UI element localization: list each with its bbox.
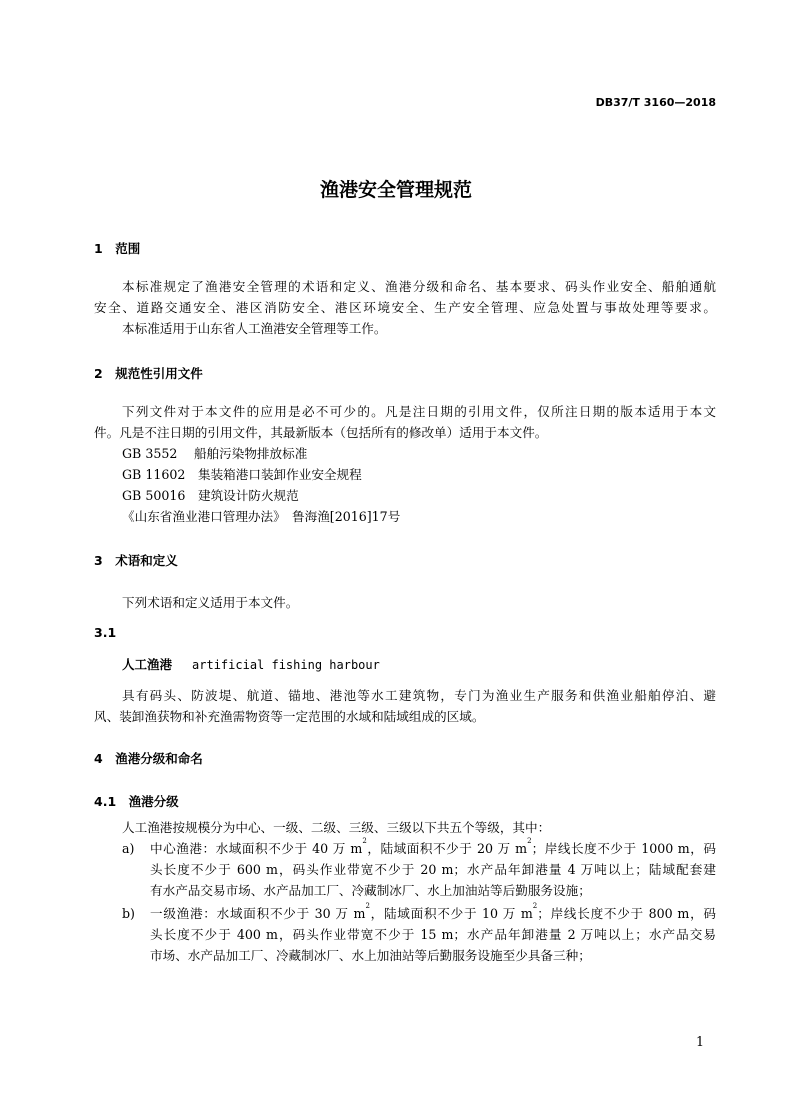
s1-para2: 本标准适用于山东省人工渔港安全管理等工作。 xyxy=(122,321,387,336)
reference-item: GB 50016 建筑设计防火规范 xyxy=(122,488,299,503)
s3-para1: 下列术语和定义适用于本文件。 xyxy=(122,595,299,610)
item-a-line3: 有水产品交易市场、水产品加工厂、冷藏制冰厂、水上加油站等后勤服务设施； xyxy=(150,883,591,898)
s2-para1-line1: 下列文件对于本文件的应用是必不可少的。凡是注日期的引用文件，仅所注日期的版本适用于本文 xyxy=(122,404,716,419)
item-b-line2: 头长度不少于 400 m，码头作业带宽不少于 15 m；水产品年卸港量 2 万吨以上；水产品交易 xyxy=(150,927,716,942)
term-definition-line1: 具有码头、防波堤、航道、锚地、港池等水工建筑物，专门为渔业生产服务和供渔业船舶停泊、避 xyxy=(122,688,716,703)
s1-para1-line2: 安全、道路交通安全、港区消防安全、港区环境安全、生产安全管理、应急处置与事故处理等要求。 xyxy=(94,300,716,315)
item-b-line1: 一级渔港：水域面积不少于 30 万 $m^2$，陆域面积不少于 10 万 $m^2$；岸线长度不少于 800 m，码 xyxy=(150,902,716,921)
section-3-heading: 3 术语和定义 xyxy=(94,553,178,568)
section-4-heading: 4 渔港分级和命名 xyxy=(94,751,203,766)
term-definition-line2: 风、装卸渔获物和补充渔需物资等一定范围的水域和陆域组成的区域。 xyxy=(94,709,485,724)
item-b-line3: 市场、水产品加工厂、冷藏制冰厂、水上加油站等后勤服务设施至少具备三种； xyxy=(150,948,591,963)
term-chinese: 人工渔港 xyxy=(122,657,173,672)
page-title: 渔港安全管理规范 xyxy=(319,179,472,201)
list-marker-a: a) xyxy=(122,841,135,856)
subsection-4-1-heading: 4.1 渔港分级 xyxy=(94,794,179,809)
list-marker-b: b) xyxy=(122,906,135,921)
s1-para1-line1: 本标准规定了渔港安全管理的术语和定义、渔港分级和命名、基本要求、码头作业安全、船舶通航 xyxy=(122,279,716,294)
section-2-heading: 2 规范性引用文件 xyxy=(94,366,203,381)
item-a-line1: 中心渔港：水域面积不少于 40 万 $m^2$，陆域面积不少于 20 万 $m^2$；岸线长度不少于 1000 m，码 xyxy=(150,837,716,856)
item-a-line2: 头长度不少于 600 m，码头作业带宽不少于 20 m；水产品年卸港量 4 万吨以上；陆域配套建 xyxy=(150,862,716,877)
subsection-3-1-number: 3.1 xyxy=(94,625,117,640)
section-1-heading: 1 范围 xyxy=(94,241,141,256)
reference-item: 《山东省渔业港口管理办法》 鲁海渔[2016]17号 xyxy=(122,509,401,524)
page-number: 1 xyxy=(695,1034,704,1049)
s4-intro: 人工渔港按规模分为中心、一级、二级、三级、三级以下共五个等级，其中： xyxy=(122,820,551,835)
term-entry xyxy=(122,655,380,673)
reference-item: GB 3552 船舶污染物排放标准 xyxy=(122,446,308,461)
s2-para1-line2: 件。凡是不注日期的引用文件，其最新版本（包括所有的修改单）适用于本文件。 xyxy=(94,425,548,440)
term-english: artificial fishing harbour xyxy=(192,658,380,672)
reference-item: GB 11602 集装箱港口装卸作业安全规程 xyxy=(122,467,362,482)
standard-number: DB37/T 3160—2018 xyxy=(595,96,716,109)
